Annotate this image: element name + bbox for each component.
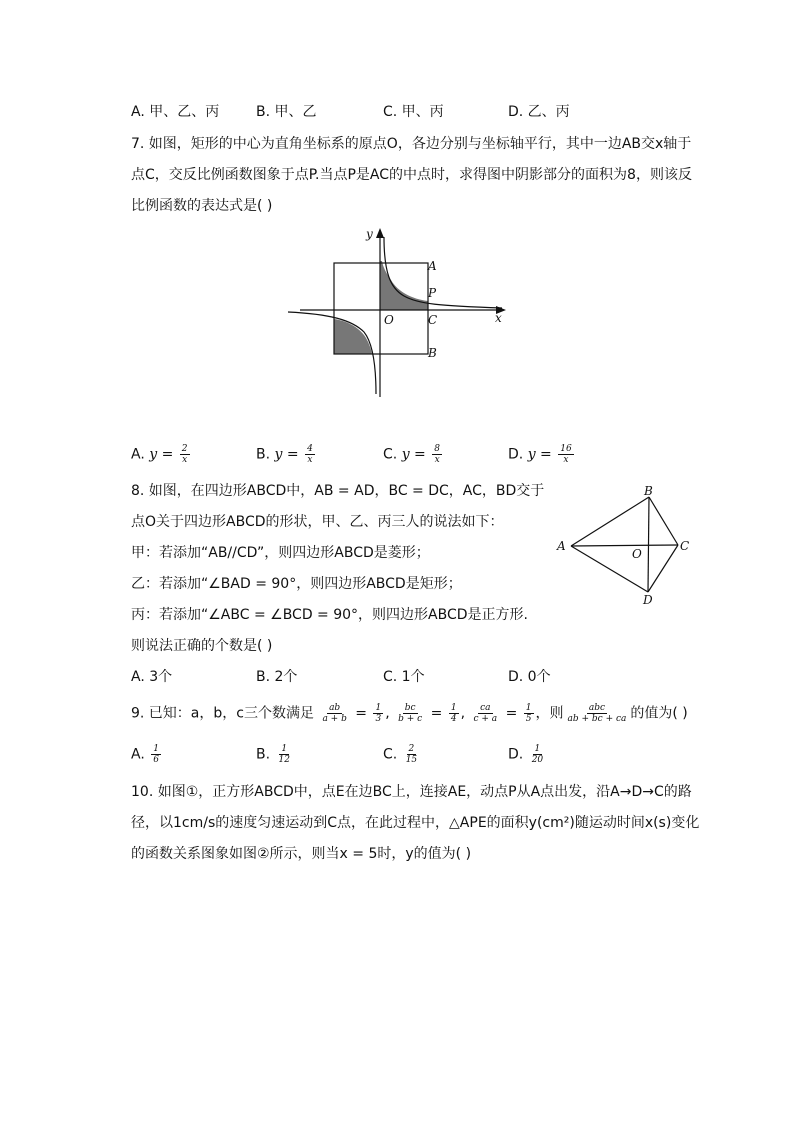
q8-option-b: B. 2个 (256, 669, 298, 685)
q8-segment-cd (648, 545, 678, 592)
q8-text-line-4: 乙：若添加“∠BAD = 90°，则四边形ABCD是矩形； (131, 576, 462, 592)
q7-option-c: C. y = $\frac{8}{x}$ (383, 444, 440, 465)
q8-text-line-6: 则说法正确的个数是( ) (131, 638, 273, 654)
q9-option-a: A. $\frac{1}{6}$ (131, 744, 159, 765)
q8-option-a: A. 3个 (131, 669, 173, 685)
q9-text-line: 9. 已知：a，b，c三个数满足 $\frac{ab}{a + b}$ = $\frac{1}{3}$ , $\frac{bc}{b + c}$ = $\frac{1}{4}$ , $\frac{ca}{c + a}$ = $\frac{1}{5}$ ，则 $\frac{\text{abc}}{ab + bc + ca}$ 的值为( ) (131, 703, 688, 724)
q8-label-d: D (643, 593, 653, 607)
q9-option-b: B. $\frac{1}{12}$ (256, 744, 290, 765)
q8-text-line-2: 点O关于四边形ABCD的形状，甲、乙、丙三人的说法如下： (131, 514, 504, 530)
q8-label-o: O (632, 547, 642, 561)
q8-diagonal-ac (571, 545, 678, 546)
q6-option-a: A. 甲、乙、丙 (131, 104, 220, 120)
q7-label-c: C (428, 313, 438, 327)
q8-label-b: B (644, 484, 653, 498)
q10-text-line-2: 径，以1cm/s的速度匀速运动到C点，在此过程中，△APE的面积y(cm²)随运动时间x(s)变化 (131, 815, 700, 831)
q7-text-line-2: 点C，交反比例函数图象于点P.当点P是AC的中点时，求得图中阴影部分的面积为8，则该反 (131, 167, 692, 183)
q6-option-c: C. 甲、丙 (383, 104, 444, 120)
q7-text-line-3: 比例函数的表达式是( ) (131, 198, 273, 214)
q7-label-b: B (428, 346, 437, 360)
q7-label-p: P (428, 286, 437, 300)
q6-option-d: D. 乙、丙 (508, 104, 570, 120)
q7-label-o: O (384, 313, 394, 327)
q8-figure (550, 480, 700, 610)
q8-label-c: C (680, 539, 690, 553)
q7-option-d: D. y = $\frac{16}{x}$ (508, 444, 572, 465)
q7-figure (280, 222, 520, 402)
q8-text-line-1: 8. 如图，在四边形ABCD中，AB = AD，BC = DC，AC，BD交于 (131, 483, 545, 499)
q8-label-a: A (557, 539, 566, 553)
q10-text-line-1: 10. 如图①，正方形ABCD中，点E在边BC上，连接AE，动点P从A点出发，沿A→D→C的路 (131, 784, 692, 800)
q7-y-axis-arrow (376, 228, 384, 238)
q8-text-line-3: 甲：若添加“AB//CD”，则四边形ABCD是菱形； (131, 545, 430, 561)
q10-text-line-3: 的函数关系图象如图②所示，则当x = 5时，y的值为( ) (131, 846, 472, 862)
q7-shaded-region-upper (380, 261, 428, 310)
q8-option-c: C. 1个 (383, 669, 425, 685)
q9-option-c: C. $\frac{2}{15}$ (383, 744, 418, 765)
q7-label-x: x (495, 311, 502, 325)
q9-option-d: D. $\frac{1}{20}$ (508, 744, 544, 765)
q8-segment-bc (649, 497, 678, 545)
q7-text-line-1: 7. 如图，矩形的中心为直角坐标系的原点O，各边分别与坐标轴平行，其中一边AB交x轴于 (131, 136, 692, 152)
q8-diagonal-bd (648, 497, 649, 592)
q8-segment-ab (571, 497, 649, 546)
q8-option-d: D. 0个 (508, 669, 551, 685)
q6-option-b: B. 甲、乙 (256, 104, 317, 120)
q7-label-a: A (428, 259, 437, 273)
q7-label-y: y (366, 227, 373, 241)
q7-option-b: B. y = $\frac{4}{x}$ (256, 444, 313, 465)
q7-option-a: A. y = $\frac{2}{x}$ (131, 444, 188, 465)
q8-text-line-5: 丙：若添加“∠ABC = ∠BCD = 90°，则四边形ABCD是正方形. (131, 607, 528, 623)
